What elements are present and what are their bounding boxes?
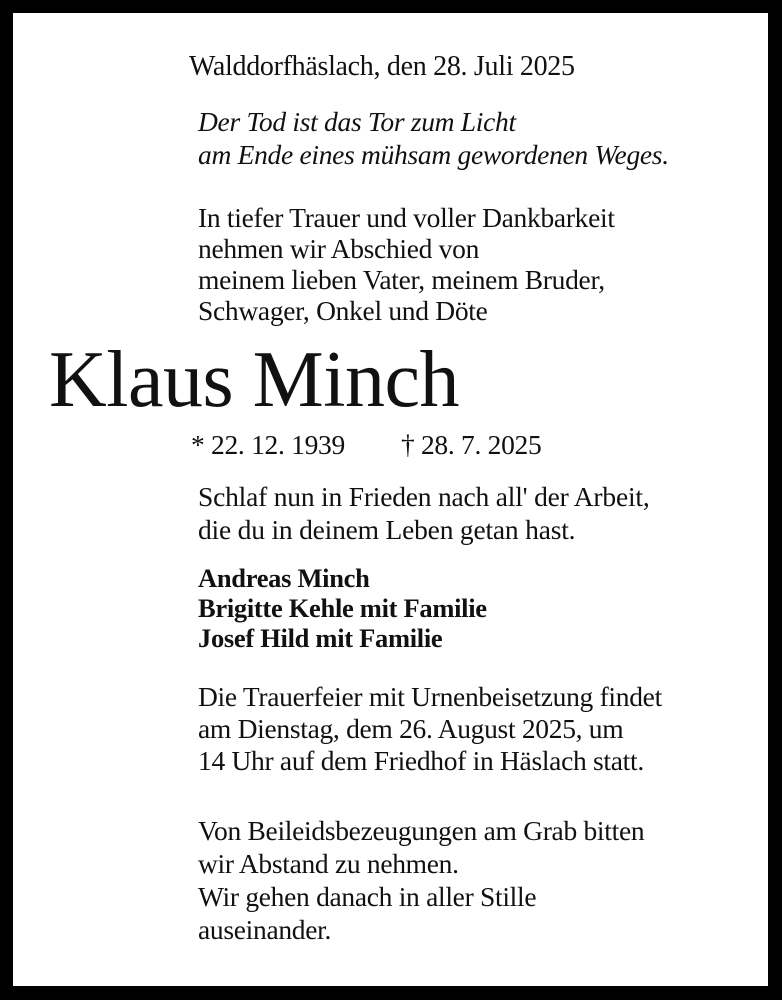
closing-line: Wir gehen danach in aller Stille [198,881,537,912]
mourners-list [198,563,487,653]
closing-line: Von Beileidsbezeugungen am Grab bitten [198,815,645,846]
intro-line: In tiefer Trauer und voller Dankbarkeit [198,202,615,233]
mourner-name: Josef Hild mit Familie [198,623,443,653]
mourner-name: Brigitte Kehle mit Familie [198,593,487,623]
birth-date: * 22. 12. 1939 [191,429,345,460]
death-date: † 28. 7. 2025 [400,429,542,460]
service-line: am Dienstag, dem 26. August 2025, um [198,713,624,744]
quote-line: am Ende eines mühsam gewordenen Weges. [198,139,669,170]
opening-quote [198,105,669,171]
intro-text [198,202,615,326]
intro-line: Schwager, Onkel und Döte [198,295,488,326]
verse-line: Schlaf nun in Frieden nach all' der Arbeit, [198,481,650,512]
place-and-date: Walddorfhäslach, den 28. Juli 2025 [189,51,575,82]
intro-line: nehmen wir Abschied von [198,233,480,264]
quote-line: Der Tod ist das Tor zum Licht [198,106,516,137]
deceased-name: Klaus Minch [49,336,460,424]
service-line: Die Trauerfeier mit Urnenbeisetzung findet [198,681,662,712]
life-dates [191,429,541,461]
closing-request [198,814,644,946]
closing-line: wir Abstand zu nehmen. [198,848,459,879]
obituary-notice [13,13,768,986]
service-line: 14 Uhr auf dem Friedhof in Häslach statt. [198,745,644,776]
farewell-verse [198,480,650,546]
mourner-name: Andreas Minch [198,563,370,593]
verse-line: die du in deinem Leben getan hast. [198,514,576,545]
intro-line: meinem lieben Vater, meinem Bruder, [198,264,605,295]
closing-line: auseinander. [198,914,332,945]
funeral-service-info [198,681,662,777]
